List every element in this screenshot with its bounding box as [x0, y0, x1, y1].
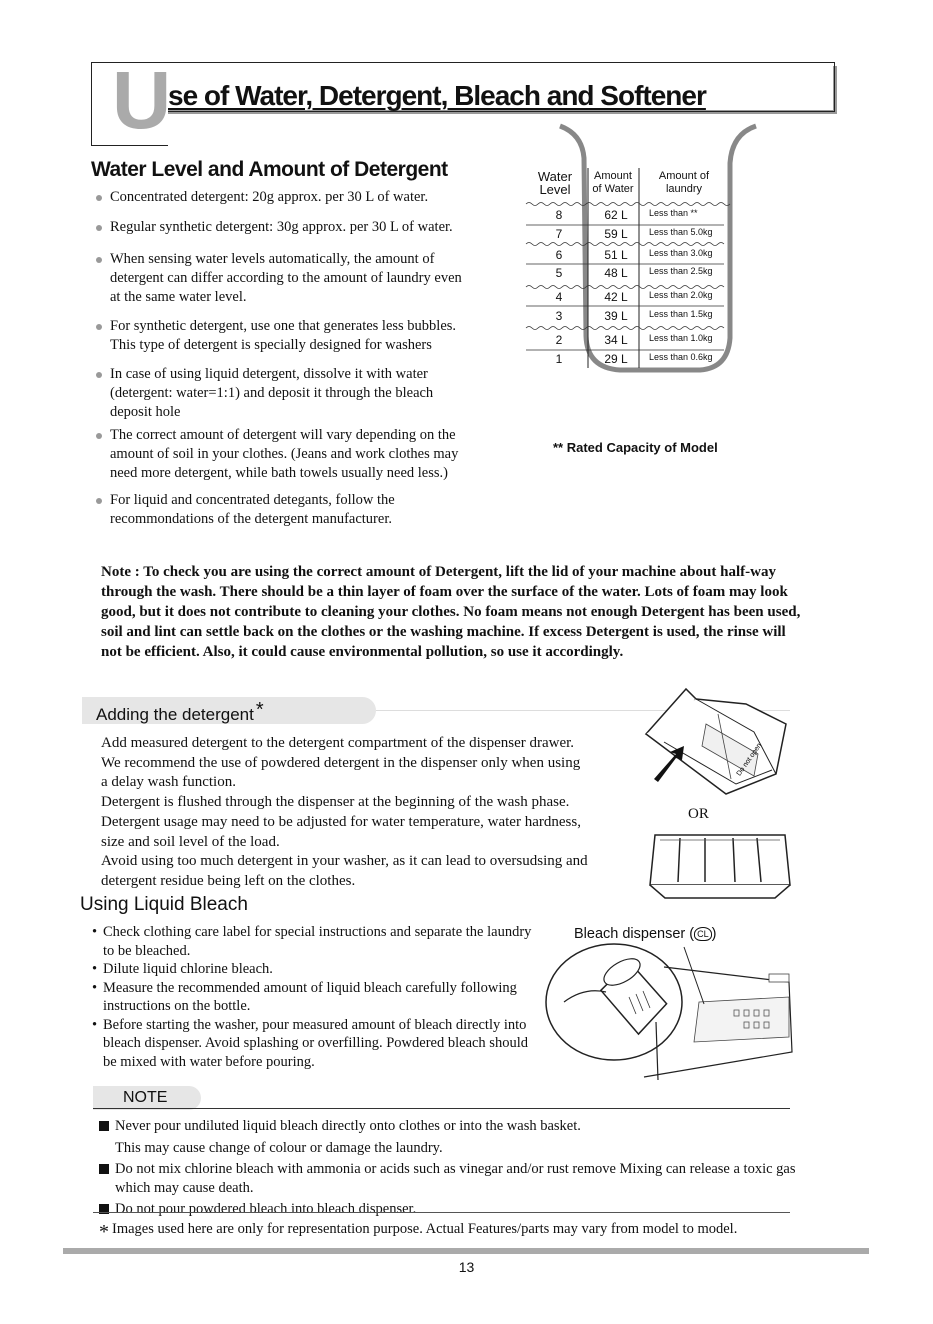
table-row: 3 39 L Less than 1.5kg — [555, 309, 713, 323]
square-bullet-icon — [99, 1164, 109, 1174]
bullet-dot-icon — [96, 195, 102, 201]
note-list — [99, 1117, 819, 1219]
list-item: When sensing water levels automatically, the amount of detergent can differ according to the amount of laundry even at the same water level. — [94, 250, 474, 307]
drawer-label: Do not open — [735, 742, 764, 778]
table-row: 7 59 L Less than 5.0kg — [555, 227, 713, 241]
bleach-instruction-list — [92, 923, 537, 1071]
list-item: This may cause change of colour or damage the laundry. — [115, 1139, 443, 1156]
adding-detergent-heading: Adding the detergent * — [82, 697, 376, 724]
asterisk-mark: * — [255, 699, 264, 721]
chlorine-bleach-icon: CL — [694, 927, 712, 941]
note-heading: NOTE — [93, 1086, 201, 1110]
section-heading: Water Level and Amount of Detergent — [91, 158, 448, 181]
table-row: 4 42 L Less than 2.0kg — [555, 290, 713, 304]
dispenser-tray-illustration — [645, 830, 795, 905]
list-item: Concentrated detergent: 20g approx. per 30 L of water. — [94, 188, 474, 207]
header-amount-of-water: Amount of Water — [592, 170, 634, 195]
list-item: For synthetic detergent, use one that generates less bubbles. This type of detergent is specially designed for washers — [94, 317, 474, 355]
rated-capacity-footnote: ** Rated Capacity of Model — [553, 440, 718, 455]
footer-rule — [63, 1248, 869, 1254]
asterisk-mark: * — [99, 1221, 109, 1243]
header-amount-of-laundry: Amount of laundry — [658, 170, 710, 195]
bullet-dot-icon — [96, 324, 102, 330]
table-row: 5 48 L Less than 2.5kg — [555, 266, 713, 280]
foam-note: Note : To check you are using the correct amount of Detergent, lift the lid of your machine about half-way through the wash. There should be a thin layer of foam over the surface of the water. Lots of foam may look good, but it does not contribute to cleaning your clothes. No foam means not enough Detergent has been used, soil and lint can settle back on the clothes or the washing machine. If excess Detergent is used, the rinse will not be efficient. Also, it could cause environmental pollution, so use it accordingly. — [101, 564, 801, 660]
list-item: • Measure the recommended amount of liquid bleach carefully following instructions on the bottle. — [92, 979, 517, 1014]
list-item: For liquid and concentrated detegants, follow the recommondations of the detergent manufacturer. — [94, 491, 474, 529]
title-big-letter: U — [112, 55, 172, 146]
list-item: The correct amount of detergent will vary depending on the amount of soil in your clothes. (Jeans and work clothes may need more detergent, while bath towels usually need less.) — [94, 426, 474, 483]
table-row: 2 34 L Less than 1.0kg — [555, 333, 713, 347]
adding-detergent-text: Add measured detergent to the detergent compartment of the dispenser drawer. We recommend the use of powdered detergent in the dispenser only when using a delay wash function. Detergent is flushed through the dispenser at the beginning of the wash phase. Detergent usage may need to be adjusted for water temperature, water hardness, size and soil level of the load. Avoid using too much detergent in your washer, as it can lead to oversudsing and detergent residue being left on the clothes. — [101, 735, 588, 889]
bullet-dot-icon — [96, 225, 102, 231]
bullet-dot-icon — [96, 498, 102, 504]
list-item: Do not mix chlorine bleach with ammonia or acids such as vinegar and/or rust remove Mixing can release a toxic gas which may cause death. — [99, 1160, 819, 1197]
liquid-bleach-heading: Using Liquid Bleach — [80, 894, 248, 915]
bullet-dot-icon — [96, 257, 102, 263]
list-item: Do not pour powdered bleach into bleach dispenser. — [99, 1200, 819, 1219]
list-item: • Check clothing care label for special instructions and separate the laundry to be bleached. — [92, 924, 532, 959]
divider — [93, 1108, 790, 1109]
square-bullet-icon — [99, 1121, 109, 1131]
table-row: 8 62 L Less than ** — [555, 208, 698, 222]
list-item: • Dilute liquid chlorine bleach. — [92, 961, 273, 977]
bullet-dot-icon — [96, 433, 102, 439]
detergent-bullet-list — [94, 188, 474, 539]
disclaimer: * Images used here are only for representation purpose. Actual Features/parts may vary from model to model. — [99, 1221, 738, 1243]
table-row: 6 51 L Less than 3.0kg — [555, 248, 713, 262]
list-item: In case of using liquid detergent, dissolve it with water (detergent: water=1:1) and deposit it through the bleach deposit hole — [94, 365, 474, 422]
list-item: Never pour undiluted liquid bleach directly onto clothes or into the wash basket. — [99, 1117, 819, 1136]
bleach-pouring-illustration — [544, 942, 794, 1082]
header-water-level: Water Level — [537, 169, 573, 197]
bleach-dispenser-label: Bleach dispenser ( CL ) — [574, 926, 717, 942]
bullet-dot-icon — [96, 372, 102, 378]
or-label: OR — [688, 806, 709, 822]
page-title: se of Water, Detergent, Bleach and Softener — [168, 80, 706, 111]
list-item: • Before starting the washer, pour measured amount of bleach directly into bleach dispenser. Avoid splashing or overfilling. Powdered bleach should be mixed with water before pouring. — [92, 1016, 528, 1070]
divider — [93, 1212, 790, 1213]
page-number: 13 — [458, 1259, 475, 1275]
table-row: 1 29 L Less than 0.6kg — [555, 352, 713, 366]
dispenser-drawer-illustration — [636, 684, 796, 804]
list-item: Regular synthetic detergent: 30g approx. per 30 L of water. — [94, 218, 474, 237]
